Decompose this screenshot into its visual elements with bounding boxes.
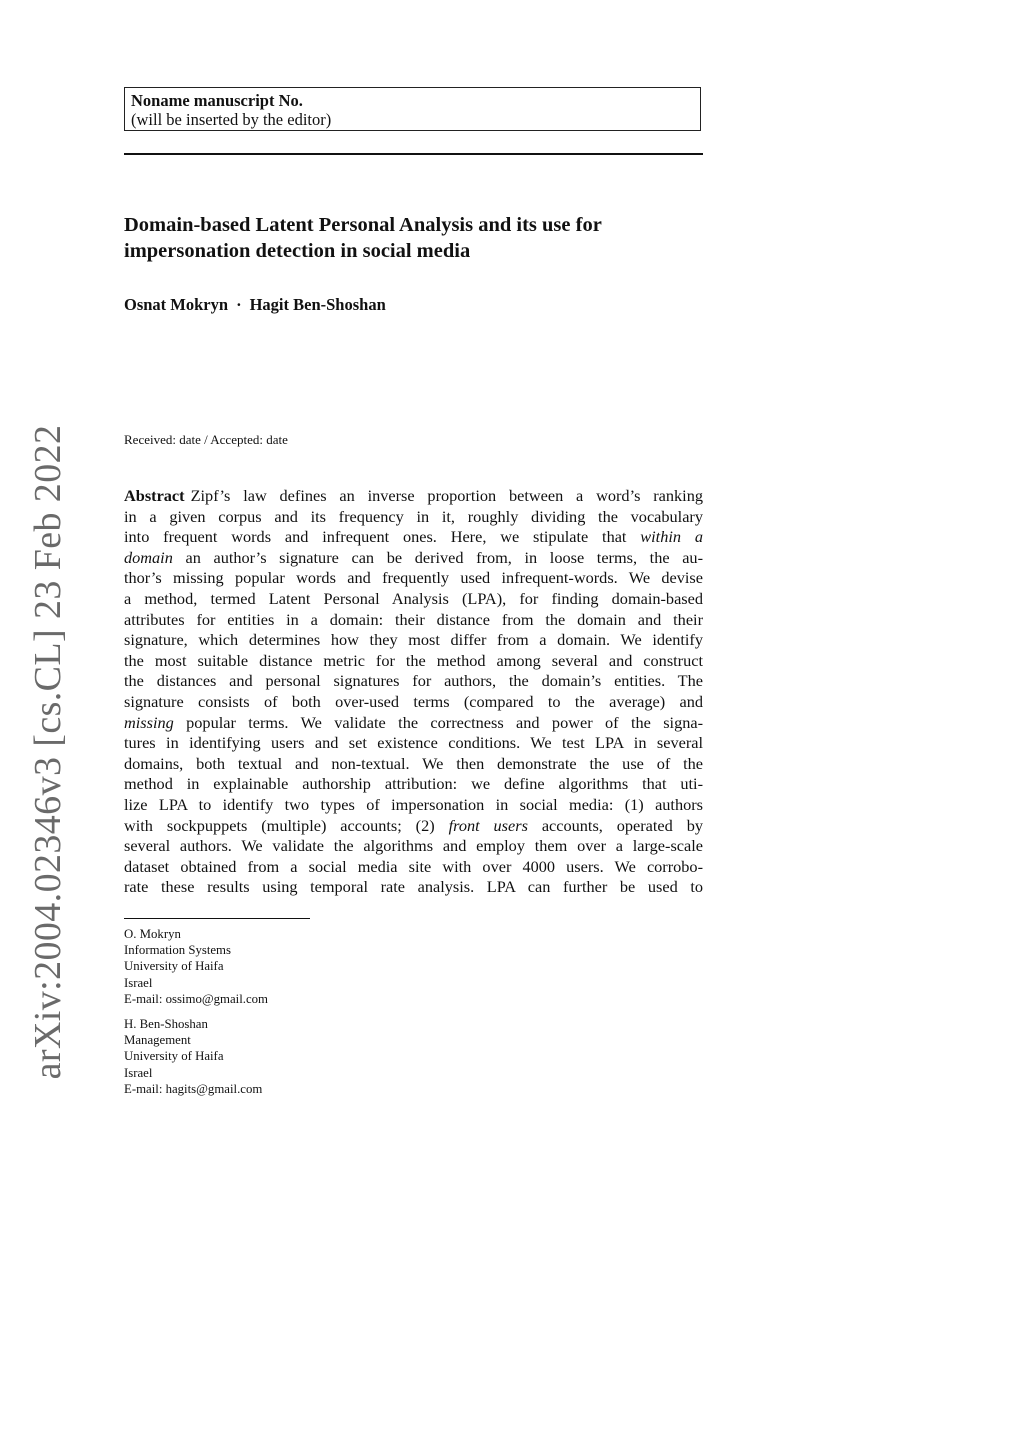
abstract-line bbox=[124, 507, 703, 528]
abstract-line bbox=[124, 568, 703, 589]
affiliation-line: E-mail: ossimo@gmail.com bbox=[124, 991, 269, 1006]
abstract-heading: Abstract bbox=[124, 486, 185, 505]
author-name: Hagit Ben-Shoshan bbox=[249, 295, 386, 314]
affiliation-line: University of Haifa bbox=[124, 1049, 224, 1064]
abstract-text: an author’s signature can be derived from, in loose terms, the au- bbox=[172, 547, 703, 567]
author-separator: · bbox=[236, 295, 242, 314]
abstract-text: the most suitable distance metric for the method among several and construct bbox=[124, 650, 703, 670]
manuscript-title: Noname manuscript No. bbox=[131, 91, 303, 110]
manuscript-box bbox=[124, 87, 701, 131]
abstract-line bbox=[124, 527, 703, 548]
abstract-emphasis: within a bbox=[640, 527, 703, 547]
abstract-text: the distances and personal signatures for authors, the domain’s entities. The bbox=[124, 671, 703, 691]
affiliation-line: Israel bbox=[124, 1065, 153, 1080]
abstract-emphasis: front users bbox=[448, 815, 528, 835]
affiliation-line: Management bbox=[124, 1033, 191, 1048]
abstract-text: lize LPA to identify two types of impersonation in social media: (1) authors bbox=[124, 794, 703, 814]
affiliation-line: Israel bbox=[124, 975, 153, 990]
abstract-text: popular terms. We validate the correctness and power of the signa- bbox=[173, 712, 703, 732]
affiliation-block bbox=[124, 1016, 424, 1097]
abstract-line bbox=[124, 630, 703, 651]
abstract-text: Zipf’s law defines an inverse proportion between a word’s ranking bbox=[190, 486, 703, 505]
abstract-text: rate these results using temporal rate analysis. LPA can further be used to bbox=[124, 877, 703, 897]
abstract-text: domains, both textual and non-textual. We then demonstrate the use of the bbox=[124, 753, 703, 773]
abstract-line bbox=[124, 692, 703, 713]
paper-title bbox=[124, 212, 714, 264]
abstract-text: tures in identifying users and set existence conditions. We test LPA in several bbox=[124, 733, 703, 753]
abstract-text: a method, termed Latent Personal Analysis (LPA), for finding domain-based bbox=[124, 588, 703, 608]
abstract-text: method in explainable authorship attribution: we define algorithms that uti- bbox=[124, 774, 703, 794]
arxiv-identifier: arXiv:2004.02346v3 [cs.CL] 23 Feb 2022 bbox=[27, 424, 69, 1080]
abstract-text: dataset obtained from a social media site with over 4000 users. We corrobo- bbox=[124, 856, 703, 876]
abstract-line bbox=[124, 713, 703, 734]
abstract-line bbox=[124, 774, 703, 795]
manuscript-note: (will be inserted by the editor) bbox=[131, 110, 332, 129]
arxiv-sidebar bbox=[8, 424, 88, 1080]
abstract-emphasis: domain bbox=[124, 547, 173, 567]
footnote-rule bbox=[124, 918, 310, 919]
abstract-text: thor’s missing popular words and frequently used infrequent-words. We devise bbox=[124, 568, 703, 588]
header-rule bbox=[124, 153, 703, 155]
abstract-text: attributes for entities in a domain: their distance from the domain and their bbox=[124, 609, 703, 629]
abstract-line bbox=[124, 795, 703, 816]
abstract-text: several authors. We validate the algorithms and employ them over a large-scale bbox=[124, 836, 703, 856]
abstract-line bbox=[124, 651, 703, 672]
affiliation-block bbox=[124, 926, 424, 1007]
abstract-line bbox=[124, 610, 703, 631]
abstract-text: signature consists of both over-used terms (compared to the average) and bbox=[124, 691, 703, 711]
abstract-line bbox=[124, 877, 703, 898]
paper-title-line: impersonation detection in social media bbox=[124, 240, 471, 262]
abstract-emphasis: missing bbox=[124, 712, 174, 732]
abstract-line bbox=[124, 486, 703, 507]
abstract-text: in a given corpus and its frequency in it, roughly dividing the vocabulary bbox=[124, 506, 703, 526]
abstract-text: signature, which determines how they most differ from a domain. We identify bbox=[124, 630, 703, 650]
abstract-line bbox=[124, 816, 703, 837]
abstract-line bbox=[124, 671, 703, 692]
paper-title-line: Domain-based Latent Personal Analysis and its use for bbox=[124, 214, 602, 236]
affiliation-line: O. Mokryn bbox=[124, 927, 181, 941]
affiliation-line: E-mail: hagits@gmail.com bbox=[124, 1081, 263, 1096]
abstract-line bbox=[124, 733, 703, 754]
author-list bbox=[124, 295, 386, 315]
abstract-line bbox=[124, 857, 703, 878]
affiliation-line: University of Haifa bbox=[124, 959, 224, 974]
abstract-line bbox=[124, 548, 703, 569]
abstract-line bbox=[124, 754, 703, 775]
abstract-line bbox=[124, 589, 703, 610]
received-date: Received: date / Accepted: date bbox=[124, 432, 288, 447]
abstract-text: into frequent words and infrequent ones. Here, we stipulate that bbox=[124, 527, 641, 547]
abstract bbox=[124, 486, 703, 898]
affiliation-line: Information Systems bbox=[124, 943, 231, 958]
abstract-line bbox=[124, 836, 703, 857]
abstract-text: accounts, operated by bbox=[527, 815, 703, 835]
author-name: Osnat Mokryn bbox=[124, 295, 229, 314]
abstract-text: with sockpuppets (multiple) accounts; (2) bbox=[124, 815, 449, 835]
affiliation-line: H. Ben-Shoshan bbox=[124, 1017, 208, 1031]
